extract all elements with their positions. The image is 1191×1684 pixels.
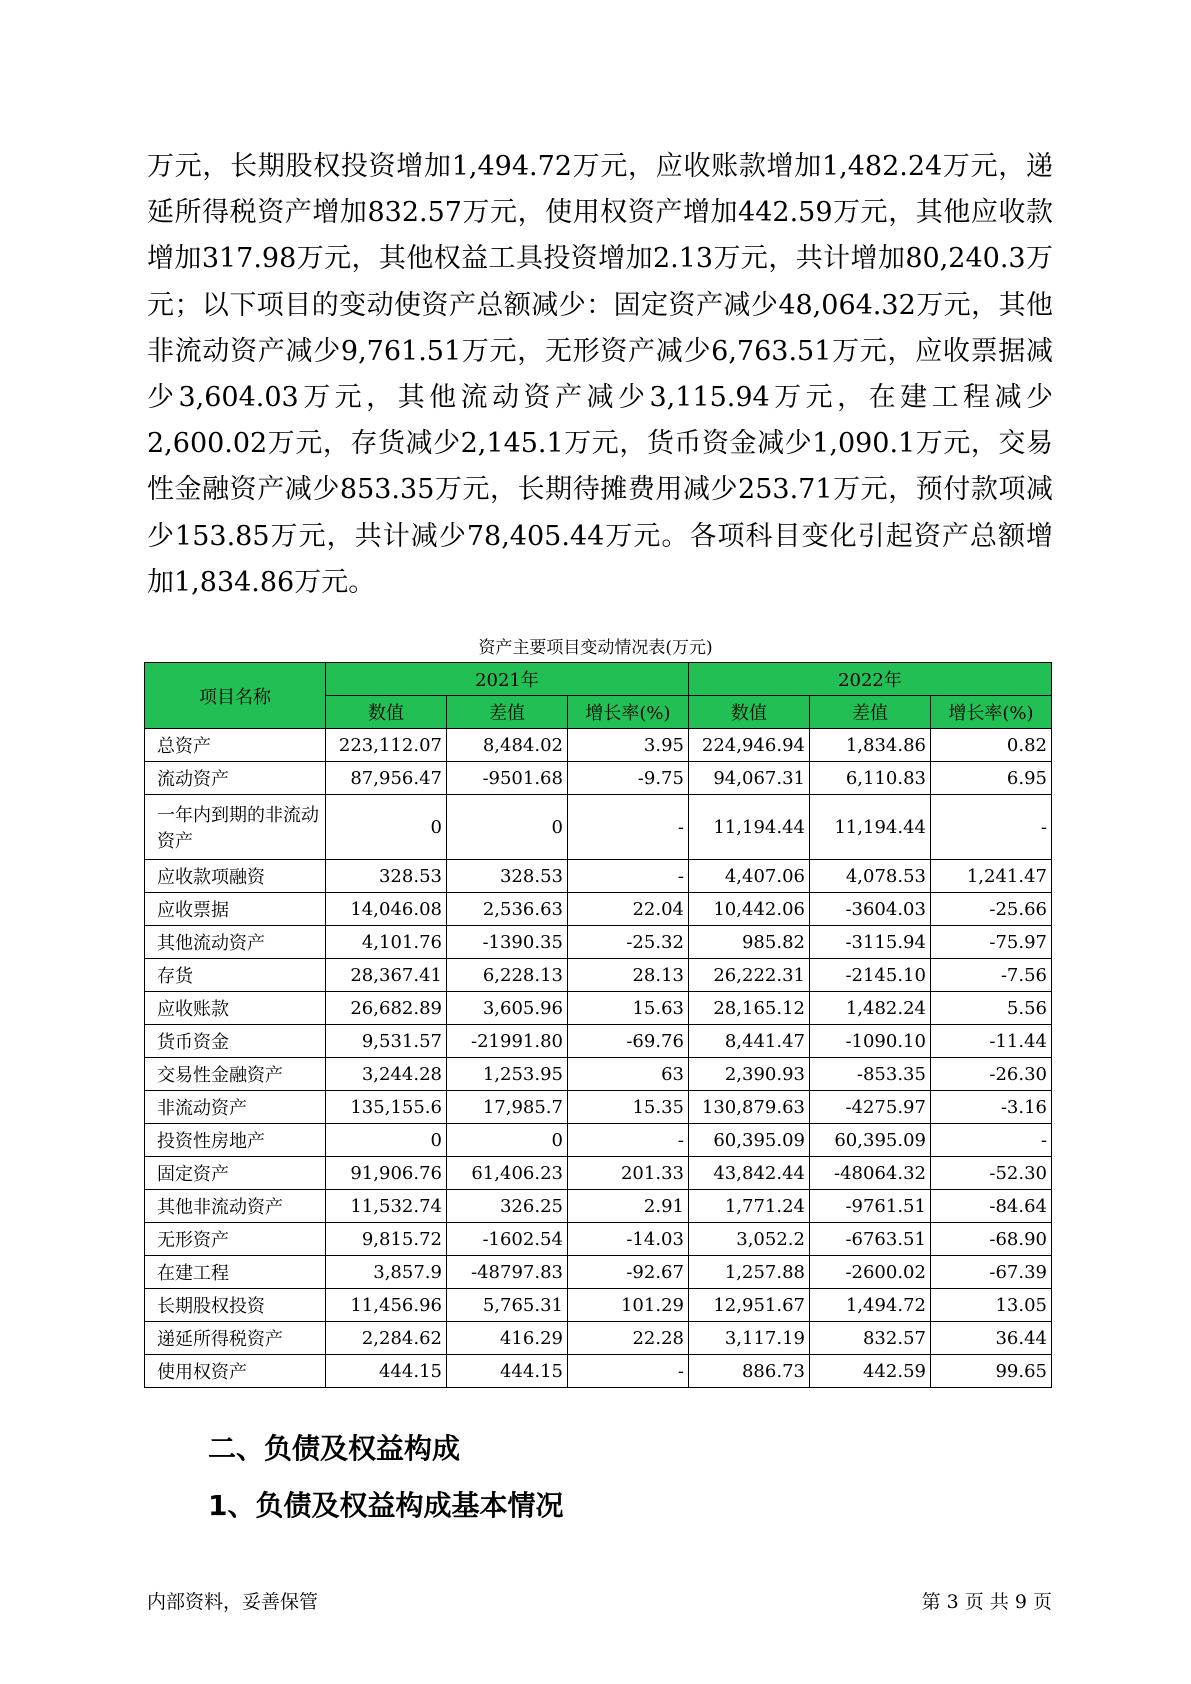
table-cell: 99.65: [930, 1355, 1051, 1388]
table-row: [145, 762, 1052, 795]
table-cell: -6763.51: [809, 1223, 930, 1256]
table-cell: -2145.10: [809, 959, 930, 992]
table-row: [145, 860, 1052, 893]
table-cell: 2,284.62: [325, 1322, 446, 1355]
table-cell: 832.57: [809, 1322, 930, 1355]
table-cell: 11,456.96: [325, 1289, 446, 1322]
table-cell: 91,906.76: [325, 1157, 446, 1190]
table-cell: -48064.32: [809, 1157, 930, 1190]
table-cell: -7.56: [930, 959, 1051, 992]
row-label: 使用权资产: [145, 1355, 326, 1388]
table-cell: -25.66: [930, 893, 1051, 926]
table-cell: -: [930, 1124, 1051, 1157]
table-cell: -48797.83: [446, 1256, 567, 1289]
table-cell: 0: [446, 1124, 567, 1157]
row-label: 货币资金: [145, 1025, 326, 1058]
table-cell: 0.82: [930, 729, 1051, 762]
table-cell: 60,395.09: [809, 1124, 930, 1157]
row-label: 投资性房地产: [145, 1124, 326, 1157]
table-cell: -4275.97: [809, 1091, 930, 1124]
table-cell: -2600.02: [809, 1256, 930, 1289]
table-row: [145, 926, 1052, 959]
table-cell: -26.30: [930, 1058, 1051, 1091]
row-label: 一年内到期的非流动资产: [145, 795, 326, 860]
table-cell: -9761.51: [809, 1190, 930, 1223]
table-cell: 442.59: [809, 1355, 930, 1388]
table-row: [145, 1025, 1052, 1058]
table-row: [145, 1355, 1052, 1388]
table-cell: 224,946.94: [688, 729, 809, 762]
table-cell: 26,222.31: [688, 959, 809, 992]
header-year-2021: 2021年: [325, 663, 688, 696]
header-diff: 差值: [446, 696, 567, 729]
table-cell: 5.56: [930, 992, 1051, 1025]
table-cell: 328.53: [325, 860, 446, 893]
table-cell: 6,110.83: [809, 762, 930, 795]
subsection-heading: 1、负债及权益构成基本情况: [208, 1489, 564, 1522]
table-cell: -: [567, 860, 688, 893]
table-cell: 3,605.96: [446, 992, 567, 1025]
row-label: 应收款项融资: [145, 860, 326, 893]
table-cell: 3,052.2: [688, 1223, 809, 1256]
table-row: [145, 1256, 1052, 1289]
row-label: 固定资产: [145, 1157, 326, 1190]
table-cell: 130,879.63: [688, 1091, 809, 1124]
table-cell: 3,857.9: [325, 1256, 446, 1289]
table-row: [145, 1289, 1052, 1322]
table-cell: 985.82: [688, 926, 809, 959]
table-row: [145, 1190, 1052, 1223]
table-cell: 9,531.57: [325, 1025, 446, 1058]
table-cell: 3.95: [567, 729, 688, 762]
table-cell: 2,390.93: [688, 1058, 809, 1091]
table-cell: 60,395.09: [688, 1124, 809, 1157]
table-cell: -: [567, 795, 688, 860]
table-cell: 1,241.47: [930, 860, 1051, 893]
row-label: 在建工程: [145, 1256, 326, 1289]
table-cell: 43,842.44: [688, 1157, 809, 1190]
table-cell: 1,253.95: [446, 1058, 567, 1091]
table-cell: 11,194.44: [688, 795, 809, 860]
table-cell: -92.67: [567, 1256, 688, 1289]
table-cell: 416.29: [446, 1322, 567, 1355]
header-growth: 增长率(%): [567, 696, 688, 729]
table-cell: 28,367.41: [325, 959, 446, 992]
table-cell: 1,494.72: [809, 1289, 930, 1322]
header-growth: 增长率(%): [930, 696, 1051, 729]
table-cell: 135,155.6: [325, 1091, 446, 1124]
table-cell: 201.33: [567, 1157, 688, 1190]
row-label: 应收票据: [145, 893, 326, 926]
table-cell: 28.13: [567, 959, 688, 992]
table-cell: 1,257.88: [688, 1256, 809, 1289]
table-cell: 886.73: [688, 1355, 809, 1388]
table-cell: 36.44: [930, 1322, 1051, 1355]
table-row: [145, 795, 1052, 860]
table-cell: 6.95: [930, 762, 1051, 795]
table-row: [145, 729, 1052, 762]
table-cell: 28,165.12: [688, 992, 809, 1025]
table-cell: -: [567, 1355, 688, 1388]
table-cell: 22.28: [567, 1322, 688, 1355]
table-cell: 14,046.08: [325, 893, 446, 926]
table-cell: -11.44: [930, 1025, 1051, 1058]
table-cell: 0: [446, 795, 567, 860]
table-row: [145, 1157, 1052, 1190]
section-heading: 二、负债及权益构成: [208, 1432, 461, 1465]
table-cell: 4,407.06: [688, 860, 809, 893]
row-label: 总资产: [145, 729, 326, 762]
table-cell: -853.35: [809, 1058, 930, 1091]
table-cell: 4,101.76: [325, 926, 446, 959]
table-cell: 223,112.07: [325, 729, 446, 762]
table-cell: 5,765.31: [446, 1289, 567, 1322]
table-cell: 326.25: [446, 1190, 567, 1223]
row-label: 其他流动资产: [145, 926, 326, 959]
table-cell: 61,406.23: [446, 1157, 567, 1190]
table-cell: 1,834.86: [809, 729, 930, 762]
table-caption: 资产主要项目变动情况表(万元): [478, 638, 713, 658]
table-row: [145, 1091, 1052, 1124]
asset-change-table: [144, 662, 1052, 1388]
table-cell: 101.29: [567, 1289, 688, 1322]
footer-page-number: 第 3 页 共 9 页: [921, 1591, 1052, 1613]
table-cell: -25.32: [567, 926, 688, 959]
table-cell: 3,244.28: [325, 1058, 446, 1091]
table-cell: -1090.10: [809, 1025, 930, 1058]
table-cell: -1602.54: [446, 1223, 567, 1256]
table-cell: 2.91: [567, 1190, 688, 1223]
table-cell: -3.16: [930, 1091, 1051, 1124]
table-cell: 94,067.31: [688, 762, 809, 795]
table-cell: -67.39: [930, 1256, 1051, 1289]
table-cell: -75.97: [930, 926, 1051, 959]
table-cell: 444.15: [325, 1355, 446, 1388]
table-cell: 11,194.44: [809, 795, 930, 860]
row-label: 递延所得税资产: [145, 1322, 326, 1355]
table-cell: 328.53: [446, 860, 567, 893]
table-cell: -14.03: [567, 1223, 688, 1256]
row-label: 无形资产: [145, 1223, 326, 1256]
table-row: [145, 959, 1052, 992]
table-cell: -84.64: [930, 1190, 1051, 1223]
row-label: 其他非流动资产: [145, 1190, 326, 1223]
header-year-2022: 2022年: [688, 663, 1051, 696]
table-cell: -1390.35: [446, 926, 567, 959]
row-label: 应收账款: [145, 992, 326, 1025]
table-cell: 8,484.02: [446, 729, 567, 762]
table-cell: -68.90: [930, 1223, 1051, 1256]
row-label: 交易性金融资产: [145, 1058, 326, 1091]
table-cell: 63: [567, 1058, 688, 1091]
table-row: [145, 1223, 1052, 1256]
table-cell: -: [930, 795, 1051, 860]
table-row: [145, 992, 1052, 1025]
table-cell: 9,815.72: [325, 1223, 446, 1256]
table-cell: 17,985.7: [446, 1091, 567, 1124]
table-cell: -52.30: [930, 1157, 1051, 1190]
table-cell: -9501.68: [446, 762, 567, 795]
table-cell: 1,771.24: [688, 1190, 809, 1223]
table-cell: 3,117.19: [688, 1322, 809, 1355]
table-cell: 26,682.89: [325, 992, 446, 1025]
header-diff: 差值: [809, 696, 930, 729]
header-value: 数值: [688, 696, 809, 729]
table-cell: 10,442.06: [688, 893, 809, 926]
table-cell: -: [567, 1124, 688, 1157]
table-cell: 1,482.24: [809, 992, 930, 1025]
table-row: [145, 1322, 1052, 1355]
table-cell: 8,441.47: [688, 1025, 809, 1058]
table-row: [145, 893, 1052, 926]
table-cell: 15.63: [567, 992, 688, 1025]
footer-confidential-note: 内部资料，妥善保管: [147, 1591, 319, 1613]
table-row: [145, 1058, 1052, 1091]
table-cell: -3604.03: [809, 893, 930, 926]
table-cell: 22.04: [567, 893, 688, 926]
table-cell: -69.76: [567, 1025, 688, 1058]
table-cell: 4,078.53: [809, 860, 930, 893]
table-cell: 11,532.74: [325, 1190, 446, 1223]
table-cell: -21991.80: [446, 1025, 567, 1058]
row-label: 长期股权投资: [145, 1289, 326, 1322]
row-label: 流动资产: [145, 762, 326, 795]
table-cell: 87,956.47: [325, 762, 446, 795]
table-cell: -3115.94: [809, 926, 930, 959]
table-cell: 15.35: [567, 1091, 688, 1124]
header-item-name: 项目名称: [145, 663, 326, 729]
table-row: [145, 1124, 1052, 1157]
header-value: 数值: [325, 696, 446, 729]
table-cell: -9.75: [567, 762, 688, 795]
table-cell: 444.15: [446, 1355, 567, 1388]
row-label: 存货: [145, 959, 326, 992]
table-cell: 0: [325, 795, 446, 860]
table-cell: 2,536.63: [446, 893, 567, 926]
row-label: 非流动资产: [145, 1091, 326, 1124]
table-cell: 12,951.67: [688, 1289, 809, 1322]
table-cell: 13.05: [930, 1289, 1051, 1322]
table-cell: 6,228.13: [446, 959, 567, 992]
body-paragraph: 万元，长期股权投资增加1,494.72万元，应收账款增加1,482.24万元，递延所得税资产增加832.57万元，使用权资产增加442.59万元，其他应收款增加317.98万元，其他权益工具投资增加2.13万元，共计增加80,240.3万元；以下项目的变动使资产总额减少：固定资产减少48,064.32万元，其他非流动资产减少9,761.51万元，无形资产减少6,763.51万元，应收票据减少3,604.03万元，其他流动资产减少3,115.94万元，在建工程减少2,600.02万元，存货减少2,145.1万元，货币资金减少1,090.1万元，交易性金融资产减少853.35万元，长期待摊费用减少253.71万元，预付款项减少153.85万元，共计减少78,405.44万元。各项科目变化引起资产总额增加1,834.86万元。: [147, 151, 1053, 598]
table-cell: 0: [325, 1124, 446, 1157]
